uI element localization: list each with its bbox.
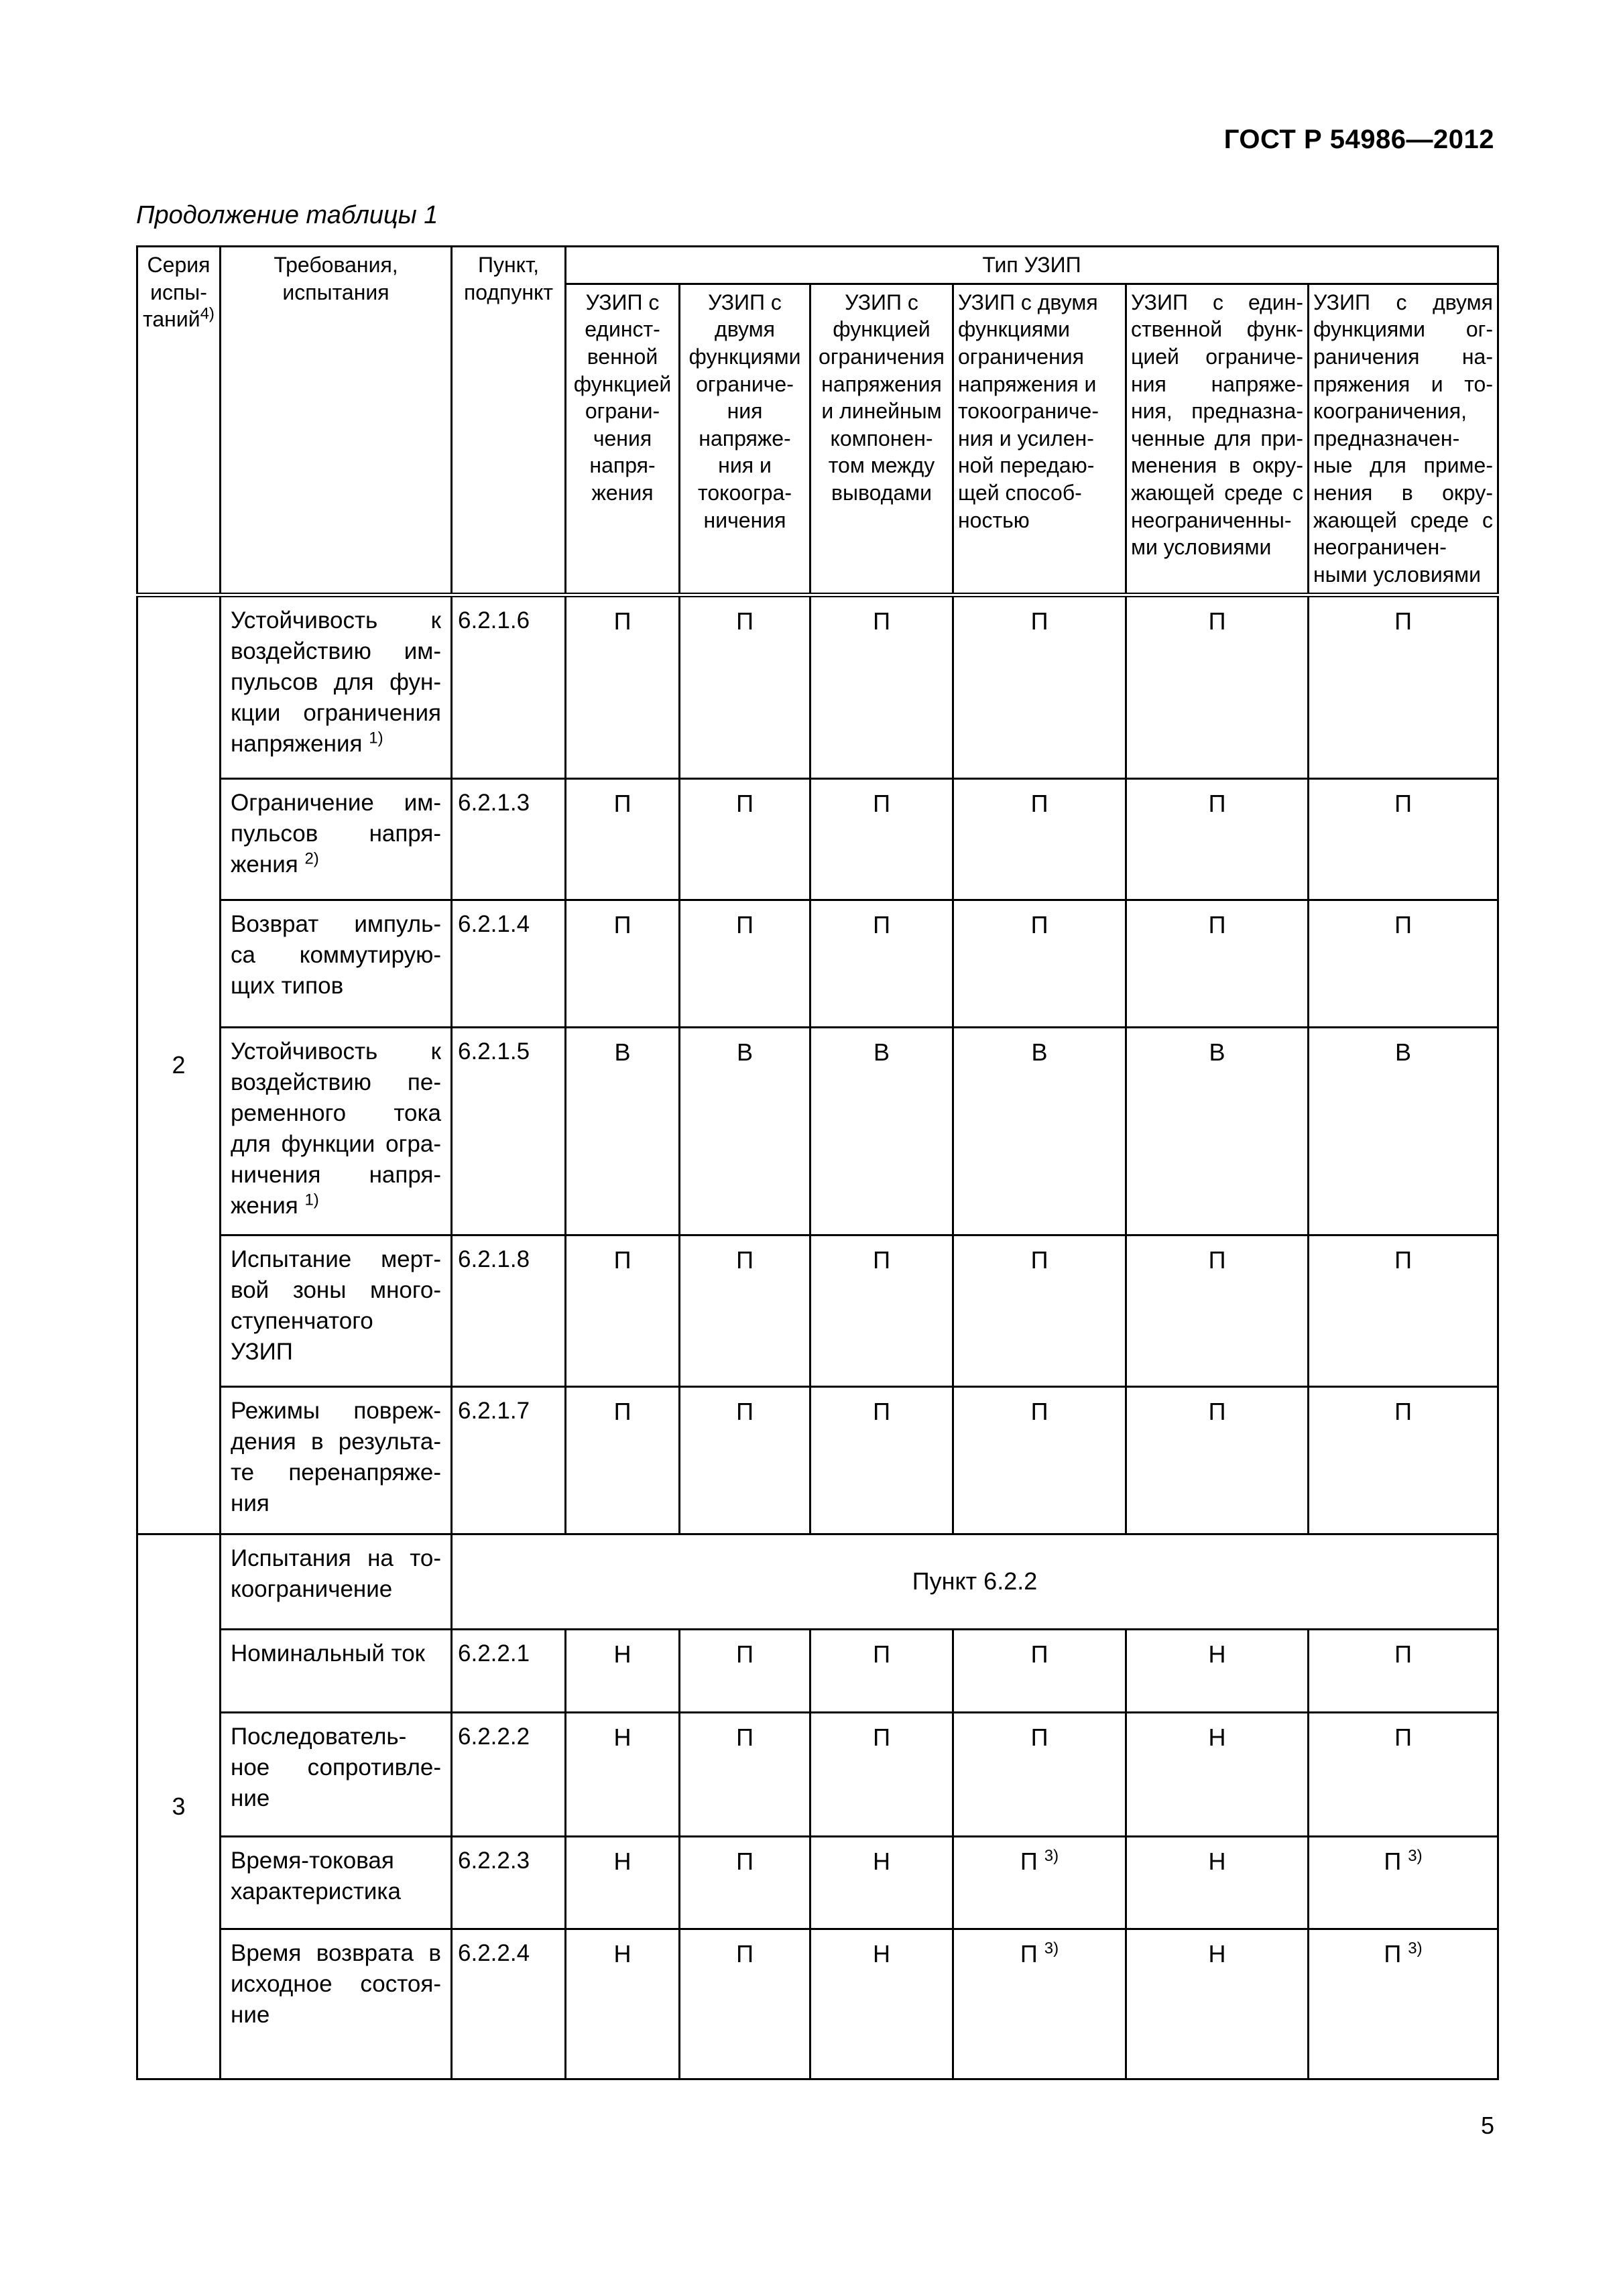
value-cell bbox=[1126, 1836, 1309, 1929]
value-cell bbox=[810, 1836, 953, 1929]
col-header-type-4: УЗИП с двумя функциями ограничения напряжения и токоограниче- ния и усилен- ной передаю- щей способ- ностью bbox=[953, 284, 1126, 595]
clause-cell: 6.2.1.4 bbox=[452, 900, 566, 1027]
value-cell: П bbox=[566, 1235, 680, 1386]
value-cell bbox=[810, 1929, 953, 2079]
requirements-table bbox=[136, 245, 1499, 2080]
value-cell bbox=[1309, 1836, 1498, 1929]
value-cell bbox=[1126, 1929, 1309, 2079]
requirement-text: Ограничение им- пульсов напря- жения bbox=[231, 789, 441, 878]
value-cell: П bbox=[680, 1386, 810, 1534]
value-cell: П bbox=[680, 1629, 810, 1712]
series-header-footnote: 4) bbox=[200, 304, 215, 323]
value-cell: П bbox=[810, 1629, 953, 1712]
value-cell: П bbox=[810, 1386, 953, 1534]
value-cell: П bbox=[953, 1629, 1126, 1712]
col-header-type-group: Тип УЗИП bbox=[566, 247, 1498, 284]
value-cell: П bbox=[680, 595, 810, 778]
requirement-cell: Номинальный ток bbox=[221, 1629, 452, 1712]
requirement-cell: Испытания на то- коограничение bbox=[221, 1534, 452, 1629]
value-text: Н bbox=[1208, 1847, 1226, 1875]
value-cell bbox=[1309, 1929, 1498, 2079]
clause-cell: 6.2.1.3 bbox=[452, 778, 566, 900]
value-text: П bbox=[1020, 1939, 1038, 1968]
page-number: 5 bbox=[1480, 2112, 1494, 2139]
value-cell bbox=[566, 1929, 680, 2079]
value-text: Н bbox=[613, 1847, 632, 1875]
requirement-cell: Возврат импуль- са коммутирую- щих типов bbox=[221, 900, 452, 1027]
clause-cell: 6.2.1.6 bbox=[452, 595, 566, 778]
requirement-cell bbox=[221, 778, 452, 900]
clause-cell: 6.2.2.3 bbox=[452, 1836, 566, 1929]
value-cell: П bbox=[1126, 900, 1309, 1027]
table-row bbox=[137, 900, 1498, 1027]
footnote-mark: 3) bbox=[1044, 1846, 1059, 1865]
col-header-type-2: УЗИП с двумя функциями ограниче- ния напряже- ния и токоогра- ничения bbox=[680, 284, 810, 595]
value-cell: П bbox=[1309, 900, 1498, 1027]
value-cell: П bbox=[1309, 1712, 1498, 1836]
table-row bbox=[137, 778, 1498, 900]
value-cell: Н bbox=[566, 1712, 680, 1836]
col-header-type-6: УЗИП с двумя функциями ог- раничения на- пряжения и то- коограничения, предназначен- ные для приме- нения в окру- жающей среде с неограничен- ными условиями bbox=[1309, 284, 1498, 595]
value-cell: В bbox=[953, 1027, 1126, 1235]
value-cell: П bbox=[566, 1386, 680, 1534]
value-cell: П bbox=[1309, 1386, 1498, 1534]
requirement-cell: Время возврата в исходное состоя- ние bbox=[221, 1929, 452, 2079]
clause-cell: 6.2.2.4 bbox=[452, 1929, 566, 2079]
value-cell: П bbox=[1126, 595, 1309, 778]
footnote-mark: 1) bbox=[369, 729, 383, 747]
table-row bbox=[137, 1836, 1498, 1929]
value-cell: Н bbox=[566, 1629, 680, 1712]
value-text: П bbox=[1020, 1847, 1038, 1875]
series-2-label: 2 bbox=[137, 595, 221, 1534]
value-cell: В bbox=[1126, 1027, 1309, 1235]
footnote-mark: 3) bbox=[1408, 1939, 1423, 1957]
value-cell: В bbox=[810, 1027, 953, 1235]
footnote-mark: 3) bbox=[1044, 1939, 1059, 1957]
value-cell: П bbox=[1126, 778, 1309, 900]
value-cell: В bbox=[1309, 1027, 1498, 1235]
value-cell: П bbox=[953, 778, 1126, 900]
value-cell: П bbox=[810, 778, 953, 900]
value-cell: П bbox=[566, 778, 680, 900]
col-header-requirements: Требования, испытания bbox=[221, 247, 452, 595]
value-cell: П bbox=[680, 1235, 810, 1386]
table-row bbox=[137, 1712, 1498, 1836]
value-text: П bbox=[1384, 1847, 1402, 1875]
value-text: П bbox=[1384, 1939, 1402, 1968]
value-cell: В bbox=[680, 1027, 810, 1235]
value-cell: П bbox=[566, 595, 680, 778]
document-code: ГОСТ Р 54986—2012 bbox=[1223, 125, 1494, 154]
table-row bbox=[137, 1386, 1498, 1534]
value-cell: В bbox=[566, 1027, 680, 1235]
value-cell: П bbox=[680, 1712, 810, 1836]
requirement-cell bbox=[221, 1027, 452, 1235]
value-cell: П bbox=[1126, 1235, 1309, 1386]
value-cell: П bbox=[810, 1235, 953, 1386]
value-text: П bbox=[736, 1939, 754, 1968]
value-cell: П bbox=[810, 1712, 953, 1836]
clause-cell: 6.2.2.2 bbox=[452, 1712, 566, 1836]
value-cell: П bbox=[953, 595, 1126, 778]
col-header-type-3: УЗИП с функцией ограничения напряжения и линейным компонен- том между выводами bbox=[810, 284, 953, 595]
requirement-cell: Время-токовая характеристика bbox=[221, 1836, 452, 1929]
value-cell: П bbox=[1309, 1629, 1498, 1712]
value-cell bbox=[680, 1929, 810, 2079]
value-cell bbox=[566, 1836, 680, 1929]
table-row bbox=[137, 1629, 1498, 1712]
clause-cell: 6.2.1.5 bbox=[452, 1027, 566, 1235]
table-row bbox=[137, 1027, 1498, 1235]
value-text: П bbox=[736, 1847, 754, 1875]
value-cell: П bbox=[810, 900, 953, 1027]
value-cell: П bbox=[953, 900, 1126, 1027]
requirement-cell bbox=[221, 595, 452, 778]
value-cell: П bbox=[566, 900, 680, 1027]
col-header-clause: Пункт, подпункт bbox=[452, 247, 566, 595]
value-text: Н bbox=[873, 1939, 890, 1968]
value-cell: П bbox=[1309, 595, 1498, 778]
requirement-cell: Испытание мерт- вой зоны много- ступенчатого УЗИП bbox=[221, 1235, 452, 1386]
value-cell: П bbox=[953, 1386, 1126, 1534]
requirement-text: Устойчивость к воздействию пе- ременного тока для функции огра- ничения напря- жения bbox=[231, 1038, 441, 1219]
requirement-cell: Последователь- ное сопротивле- ние bbox=[221, 1712, 452, 1836]
requirement-text: Устойчивость к воздействию им- пульсов для фун- кции ограничения напряжения bbox=[231, 607, 441, 758]
value-cell: П bbox=[680, 900, 810, 1027]
table-row bbox=[137, 1534, 1498, 1629]
col-header-type-5: УЗИП с един- ственной функ- цией ограниче- ния напряже- ния, предназна- ченные для при- менения в окру- жающей среде с неограниченны- ми условиями bbox=[1126, 284, 1309, 595]
col-header-type-1: УЗИП с единст- венной функцией ограни- чения напря- жения bbox=[566, 284, 680, 595]
value-cell: П bbox=[680, 778, 810, 900]
series-header-text: Серия испы- таний bbox=[143, 253, 211, 332]
table-row bbox=[137, 595, 1498, 778]
value-text: Н bbox=[1208, 1939, 1226, 1968]
value-cell bbox=[953, 1836, 1126, 1929]
value-cell: П bbox=[953, 1235, 1126, 1386]
value-cell: Н bbox=[1126, 1629, 1309, 1712]
clause-cell: 6.2.1.7 bbox=[452, 1386, 566, 1534]
value-cell: П bbox=[1309, 1235, 1498, 1386]
series-3-label: 3 bbox=[137, 1534, 221, 2079]
table-caption: Продолжение таблицы 1 bbox=[136, 201, 438, 229]
value-cell: П bbox=[810, 595, 953, 778]
value-cell: П bbox=[1309, 778, 1498, 900]
value-text: Н bbox=[873, 1847, 890, 1875]
value-cell bbox=[680, 1836, 810, 1929]
value-cell: П bbox=[1126, 1386, 1309, 1534]
header-row-1 bbox=[137, 247, 1498, 284]
value-text: Н bbox=[613, 1939, 632, 1968]
value-cell: П bbox=[953, 1712, 1126, 1836]
table-row bbox=[137, 1929, 1498, 2079]
col-header-series bbox=[137, 247, 221, 595]
footnote-mark: 3) bbox=[1408, 1846, 1423, 1865]
clause-span-cell: Пункт 6.2.2 bbox=[452, 1534, 1498, 1629]
table-row bbox=[137, 1235, 1498, 1386]
footnote-mark: 1) bbox=[304, 1191, 319, 1209]
requirement-cell: Режимы повреж- дения в результа- те перенапряже- ния bbox=[221, 1386, 452, 1534]
clause-cell: 6.2.1.8 bbox=[452, 1235, 566, 1386]
value-cell bbox=[953, 1929, 1126, 2079]
footnote-mark: 2) bbox=[304, 849, 319, 868]
value-cell: Н bbox=[1126, 1712, 1309, 1836]
clause-cell: 6.2.2.1 bbox=[452, 1629, 566, 1712]
